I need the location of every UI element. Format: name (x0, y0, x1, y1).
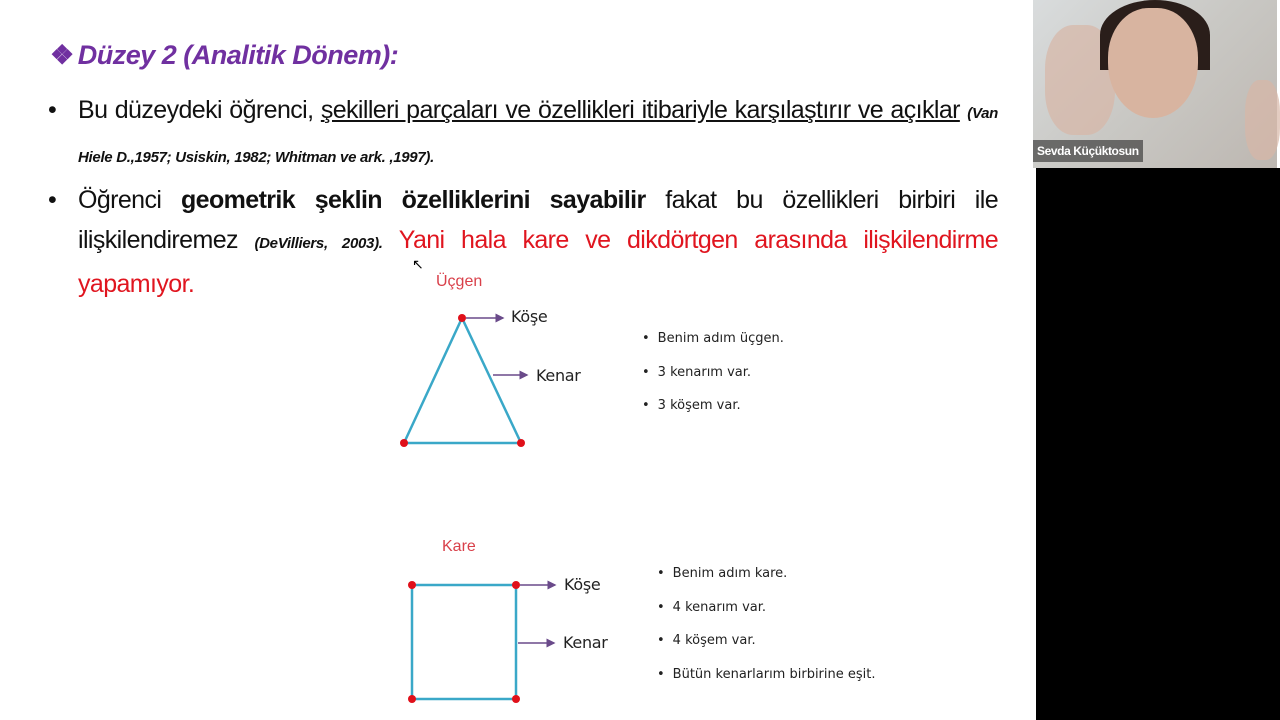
mouse-cursor-icon: ↖ (412, 256, 424, 272)
title-text: Düzey 2 (Analitik Dönem): (77, 40, 399, 70)
webcam-hand (1245, 80, 1280, 160)
bullet-icon: • (48, 186, 57, 214)
bullet-icon: • (48, 96, 57, 124)
triangle-title: Üçgen (436, 273, 483, 290)
diamond-bullet-icon: ❖ (50, 40, 74, 70)
vertex-dot (512, 581, 520, 589)
triangle-properties (642, 331, 784, 432)
participant-name-label: Sevda Küçüktosun (1033, 140, 1143, 162)
vertex-dot (408, 581, 416, 589)
vertex-dot (512, 695, 520, 703)
corner-label: Köşe (564, 575, 601, 594)
property-item: • 3 kenarım var. (642, 365, 784, 399)
triangle-shape (404, 318, 521, 443)
property-item: • 4 kenarım var. (657, 600, 876, 634)
bullet1-reference: (Van Hiele D.,1957; Usiskin, 1982; Whitman ve ark. ,1997). (78, 105, 998, 166)
vertex-dot (408, 695, 416, 703)
bullet1-underlined: şekilleri parçaları ve özellikleri itibariyle karşılaştırır ve açıklar (320, 96, 960, 124)
vertex-dot (458, 314, 466, 322)
square-properties (657, 566, 876, 700)
square-title: Kare (442, 538, 476, 555)
bullet2-bold: geometrik şeklin özelliklerini sayabilir (180, 186, 646, 214)
bullet2-reference: (DeVilliers, 2003). (254, 235, 383, 252)
webcam-person-face (1108, 8, 1198, 118)
property-item: • Bütün kenarlarım birbirine eşit. (657, 667, 876, 701)
corner-label: Köşe (511, 307, 548, 326)
empty-video-panel (1036, 168, 1280, 720)
vertex-dot (400, 439, 408, 447)
vertex-dot (517, 439, 525, 447)
bullet2-text-2: fakat bu özellikleri birbiri ile ilişkilendiremez (78, 186, 998, 254)
property-item: • 3 köşem var. (642, 398, 784, 432)
property-item: • 4 köşem var. (657, 633, 876, 667)
bullet1-text: Bu düzeydeki öğrenci, (78, 96, 321, 124)
square-shape (412, 585, 516, 699)
edge-label: Kenar (536, 366, 581, 385)
bullet2-text: Öğrenci (78, 186, 181, 214)
bullet2-red-text: Yani hala kare ve dikdörtgen arasında ilişkilendirme yapamıyor. (78, 226, 999, 298)
edge-label: Kenar (563, 633, 608, 652)
property-item: • Benim adım üçgen. (642, 331, 784, 365)
property-item: • Benim adım kare. (657, 566, 876, 600)
